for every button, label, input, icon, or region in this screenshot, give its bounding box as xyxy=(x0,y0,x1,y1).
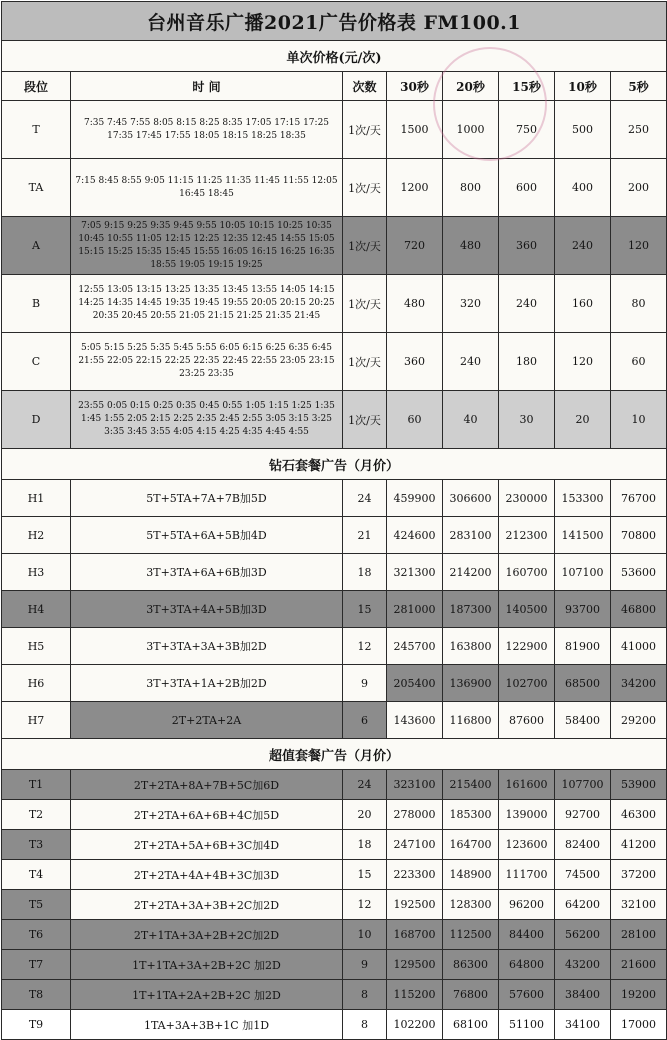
price-15s: 240 xyxy=(499,275,555,333)
price-20s: 40 xyxy=(443,391,499,449)
price-20s: 283100 xyxy=(443,517,499,554)
package-count: 6 xyxy=(343,702,387,739)
price-5s: 53600 xyxy=(611,554,667,591)
package-count: 15 xyxy=(343,591,387,628)
package-code: H4 xyxy=(2,591,71,628)
price-15s: 230000 xyxy=(499,480,555,517)
section-single-row xyxy=(2,41,667,72)
frequency: 1次/天 xyxy=(343,217,387,275)
header-15s: 15秒 xyxy=(499,72,555,101)
price-5s: 70800 xyxy=(611,517,667,554)
frequency: 1次/天 xyxy=(343,275,387,333)
price-30s: 245700 xyxy=(387,628,443,665)
price-15s: 96200 xyxy=(499,890,555,920)
package-count: 24 xyxy=(343,770,387,800)
package-count: 8 xyxy=(343,980,387,1010)
package-count: 21 xyxy=(343,517,387,554)
slot-code: T xyxy=(2,101,71,159)
price-20s: 306600 xyxy=(443,480,499,517)
package-count: 12 xyxy=(343,890,387,920)
price-30s: 1200 xyxy=(387,159,443,217)
price-10s: 93700 xyxy=(555,591,611,628)
price-sheet xyxy=(1,1,666,1032)
price-30s: 424600 xyxy=(387,517,443,554)
package-code: T5 xyxy=(2,890,71,920)
slot-code: B xyxy=(2,275,71,333)
time-slots: 7:15 8:45 8:55 9:05 11:15 11:25 11:35 11:45 11:55 12:05 16:45 18:45 xyxy=(71,159,343,217)
price-5s: 80 xyxy=(611,275,667,333)
package-count: 8 xyxy=(343,1010,387,1040)
package-code: T2 xyxy=(2,800,71,830)
price-30s: 360 xyxy=(387,333,443,391)
price-20s: 116800 xyxy=(443,702,499,739)
package-row xyxy=(2,517,667,554)
price-5s: 28100 xyxy=(611,920,667,950)
section-title-diamond-row xyxy=(2,449,667,480)
single-price-row xyxy=(2,275,667,333)
price-15s: 84400 xyxy=(499,920,555,950)
package-count: 15 xyxy=(343,860,387,890)
time-slots: 5:05 5:15 5:25 5:35 5:45 5:55 6:05 6:15 6:25 6:35 6:45 21:55 22:05 22:15 22:25 22:35 22:45 22:55 23:05 23:15 23:25 23:35 xyxy=(71,333,343,391)
price-10s: 107700 xyxy=(555,770,611,800)
package-contents: 2T+2TA+5A+6B+3C加4D xyxy=(71,830,343,860)
price-30s: 459900 xyxy=(387,480,443,517)
price-20s: 128300 xyxy=(443,890,499,920)
price-30s: 143600 xyxy=(387,702,443,739)
price-20s: 68100 xyxy=(443,1010,499,1040)
single-price-row xyxy=(2,101,667,159)
header-20s: 20秒 xyxy=(443,72,499,101)
package-contents: 2T+1TA+3A+2B+2C加2D xyxy=(71,920,343,950)
single-price-row xyxy=(2,159,667,217)
package-row xyxy=(2,860,667,890)
price-20s: 136900 xyxy=(443,665,499,702)
price-20s: 187300 xyxy=(443,591,499,628)
price-20s: 240 xyxy=(443,333,499,391)
price-20s: 163800 xyxy=(443,628,499,665)
package-contents: 3T+3TA+6A+6B加3D xyxy=(71,554,343,591)
price-30s: 321300 xyxy=(387,554,443,591)
column-header-row xyxy=(2,72,667,101)
price-30s: 60 xyxy=(387,391,443,449)
price-15s: 139000 xyxy=(499,800,555,830)
package-row xyxy=(2,628,667,665)
price-5s: 19200 xyxy=(611,980,667,1010)
package-row xyxy=(2,554,667,591)
section-title-value: 超值套餐广告（月价） xyxy=(2,739,667,770)
single-price-row xyxy=(2,333,667,391)
price-10s: 141500 xyxy=(555,517,611,554)
package-code: T3 xyxy=(2,830,71,860)
slot-code: A xyxy=(2,217,71,275)
price-20s: 148900 xyxy=(443,860,499,890)
package-row xyxy=(2,980,667,1010)
price-15s: 102700 xyxy=(499,665,555,702)
price-5s: 34200 xyxy=(611,665,667,702)
package-contents: 3T+3TA+3A+3B加2D xyxy=(71,628,343,665)
price-15s: 360 xyxy=(499,217,555,275)
price-5s: 21600 xyxy=(611,950,667,980)
package-row xyxy=(2,890,667,920)
price-20s: 164700 xyxy=(443,830,499,860)
package-row xyxy=(2,702,667,739)
price-15s: 30 xyxy=(499,391,555,449)
package-contents: 5T+5TA+6A+5B加4D xyxy=(71,517,343,554)
price-10s: 38400 xyxy=(555,980,611,1010)
package-count: 18 xyxy=(343,554,387,591)
price-30s: 168700 xyxy=(387,920,443,950)
package-code: H2 xyxy=(2,517,71,554)
price-10s: 34100 xyxy=(555,1010,611,1040)
price-15s: 111700 xyxy=(499,860,555,890)
price-20s: 800 xyxy=(443,159,499,217)
package-code: H1 xyxy=(2,480,71,517)
package-row xyxy=(2,591,667,628)
price-5s: 60 xyxy=(611,333,667,391)
price-10s: 81900 xyxy=(555,628,611,665)
package-contents: 2T+2TA+3A+3B+2C加2D xyxy=(71,890,343,920)
price-10s: 58400 xyxy=(555,702,611,739)
package-count: 9 xyxy=(343,665,387,702)
package-row xyxy=(2,480,667,517)
price-15s: 64800 xyxy=(499,950,555,980)
slot-code: C xyxy=(2,333,71,391)
single-price-row xyxy=(2,391,667,449)
price-5s: 32100 xyxy=(611,890,667,920)
time-slots: 23:55 0:05 0:15 0:25 0:35 0:45 0:55 1:05 1:15 1:25 1:35 1:45 1:55 2:05 2:15 2:25 2:35 2:45 2:55 3:05 3:15 3:25 3:35 3:45 3:55 4:05 4:15 4:25 4:35 4:45 4:55 xyxy=(71,391,343,449)
package-code: T9 xyxy=(2,1010,71,1040)
package-code: H5 xyxy=(2,628,71,665)
package-count: 9 xyxy=(343,950,387,980)
single-price-row xyxy=(2,217,667,275)
package-code: H3 xyxy=(2,554,71,591)
frequency: 1次/天 xyxy=(343,391,387,449)
package-code: H6 xyxy=(2,665,71,702)
price-5s: 41000 xyxy=(611,628,667,665)
header-time: 时 间 xyxy=(71,72,343,101)
header-slot: 段位 xyxy=(2,72,71,101)
price-30s: 205400 xyxy=(387,665,443,702)
price-10s: 20 xyxy=(555,391,611,449)
header-count: 次数 xyxy=(343,72,387,101)
time-slots: 7:35 7:45 7:55 8:05 8:15 8:25 8:35 17:05 17:15 17:25 17:35 17:45 17:55 18:05 18:15 18:25 18:35 xyxy=(71,101,343,159)
package-count: 18 xyxy=(343,830,387,860)
section-title-diamond: 钻石套餐广告（月价） xyxy=(2,449,667,480)
package-contents: 2T+2TA+6A+6B+4C加5D xyxy=(71,800,343,830)
price-5s: 46300 xyxy=(611,800,667,830)
package-code: T7 xyxy=(2,950,71,980)
price-20s: 215400 xyxy=(443,770,499,800)
package-contents: 2T+2TA+8A+7B+5C加6D xyxy=(71,770,343,800)
price-10s: 120 xyxy=(555,333,611,391)
package-code: T4 xyxy=(2,860,71,890)
price-10s: 107100 xyxy=(555,554,611,591)
price-10s: 43200 xyxy=(555,950,611,980)
price-5s: 120 xyxy=(611,217,667,275)
package-count: 10 xyxy=(343,920,387,950)
package-row xyxy=(2,770,667,800)
price-15s: 122900 xyxy=(499,628,555,665)
price-15s: 123600 xyxy=(499,830,555,860)
price-table xyxy=(1,1,667,1040)
price-15s: 750 xyxy=(499,101,555,159)
price-30s: 223300 xyxy=(387,860,443,890)
price-10s: 64200 xyxy=(555,890,611,920)
price-15s: 600 xyxy=(499,159,555,217)
price-10s: 74500 xyxy=(555,860,611,890)
price-5s: 17000 xyxy=(611,1010,667,1040)
price-5s: 41200 xyxy=(611,830,667,860)
price-10s: 500 xyxy=(555,101,611,159)
package-count: 12 xyxy=(343,628,387,665)
package-contents: 1TA+3A+3B+1C 加1D xyxy=(71,1010,343,1040)
price-15s: 87600 xyxy=(499,702,555,739)
title-row xyxy=(2,2,667,41)
price-20s: 76800 xyxy=(443,980,499,1010)
slot-code: D xyxy=(2,391,71,449)
package-row xyxy=(2,950,667,980)
price-10s: 240 xyxy=(555,217,611,275)
price-15s: 212300 xyxy=(499,517,555,554)
price-20s: 480 xyxy=(443,217,499,275)
price-10s: 160 xyxy=(555,275,611,333)
price-5s: 37200 xyxy=(611,860,667,890)
package-contents: 1T+1TA+2A+2B+2C 加2D xyxy=(71,980,343,1010)
frequency: 1次/天 xyxy=(343,333,387,391)
price-5s: 250 xyxy=(611,101,667,159)
price-5s: 29200 xyxy=(611,702,667,739)
section-title-value-row xyxy=(2,739,667,770)
price-30s: 115200 xyxy=(387,980,443,1010)
frequency: 1次/天 xyxy=(343,159,387,217)
package-code: T6 xyxy=(2,920,71,950)
price-20s: 185300 xyxy=(443,800,499,830)
header-5s: 5秒 xyxy=(611,72,667,101)
price-20s: 320 xyxy=(443,275,499,333)
price-15s: 161600 xyxy=(499,770,555,800)
package-contents: 2T+2TA+4A+4B+3C加3D xyxy=(71,860,343,890)
price-10s: 82400 xyxy=(555,830,611,860)
package-count: 24 xyxy=(343,480,387,517)
price-5s: 46800 xyxy=(611,591,667,628)
package-contents: 2T+2TA+2A xyxy=(71,702,343,739)
header-10s: 10秒 xyxy=(555,72,611,101)
package-row xyxy=(2,920,667,950)
time-slots: 7:05 9:15 9:25 9:35 9:45 9:55 10:05 10:15 10:25 10:35 10:45 10:55 11:05 12:15 12:25 12:35 12:45 14:55 15:05 15:15 15:25 15:35 15:45 15:55 16:05 16:15 16:25 16:35 18:55 19:05 19:15 19:25 xyxy=(71,217,343,275)
price-15s: 51100 xyxy=(499,1010,555,1040)
price-5s: 53900 xyxy=(611,770,667,800)
price-20s: 1000 xyxy=(443,101,499,159)
price-5s: 76700 xyxy=(611,480,667,517)
price-30s: 247100 xyxy=(387,830,443,860)
price-30s: 720 xyxy=(387,217,443,275)
price-10s: 92700 xyxy=(555,800,611,830)
package-row xyxy=(2,800,667,830)
price-10s: 153300 xyxy=(555,480,611,517)
price-30s: 129500 xyxy=(387,950,443,980)
price-30s: 323100 xyxy=(387,770,443,800)
package-contents: 1T+1TA+3A+2B+2C 加2D xyxy=(71,950,343,980)
package-contents: 3T+3TA+4A+5B加3D xyxy=(71,591,343,628)
price-20s: 86300 xyxy=(443,950,499,980)
price-10s: 56200 xyxy=(555,920,611,950)
section-title-single: 单次价格(元/次) xyxy=(2,41,667,72)
package-row xyxy=(2,665,667,702)
slot-code: TA xyxy=(2,159,71,217)
package-code: T1 xyxy=(2,770,71,800)
price-30s: 102200 xyxy=(387,1010,443,1040)
package-contents: 5T+5TA+7A+7B加5D xyxy=(71,480,343,517)
price-30s: 1500 xyxy=(387,101,443,159)
price-15s: 140500 xyxy=(499,591,555,628)
page-title: 台州音乐广播2021广告价格表 FM100.1 xyxy=(2,2,667,41)
price-30s: 281000 xyxy=(387,591,443,628)
package-row xyxy=(2,830,667,860)
price-20s: 214200 xyxy=(443,554,499,591)
package-code: H7 xyxy=(2,702,71,739)
price-30s: 480 xyxy=(387,275,443,333)
header-30s: 30秒 xyxy=(387,72,443,101)
package-code: T8 xyxy=(2,980,71,1010)
package-row xyxy=(2,1010,667,1040)
time-slots: 12:55 13:05 13:15 13:25 13:35 13:45 13:55 14:05 14:15 14:25 14:35 14:45 19:35 19:45 19:55 20:05 20:15 20:25 20:35 20:45 20:55 21:05 21:15 21:25 21:35 21:45 xyxy=(71,275,343,333)
price-30s: 192500 xyxy=(387,890,443,920)
price-15s: 160700 xyxy=(499,554,555,591)
frequency: 1次/天 xyxy=(343,101,387,159)
price-20s: 112500 xyxy=(443,920,499,950)
price-5s: 200 xyxy=(611,159,667,217)
price-15s: 57600 xyxy=(499,980,555,1010)
package-contents: 3T+3TA+1A+2B加2D xyxy=(71,665,343,702)
price-5s: 10 xyxy=(611,391,667,449)
price-10s: 400 xyxy=(555,159,611,217)
package-count: 20 xyxy=(343,800,387,830)
price-10s: 68500 xyxy=(555,665,611,702)
price-30s: 278000 xyxy=(387,800,443,830)
price-15s: 180 xyxy=(499,333,555,391)
